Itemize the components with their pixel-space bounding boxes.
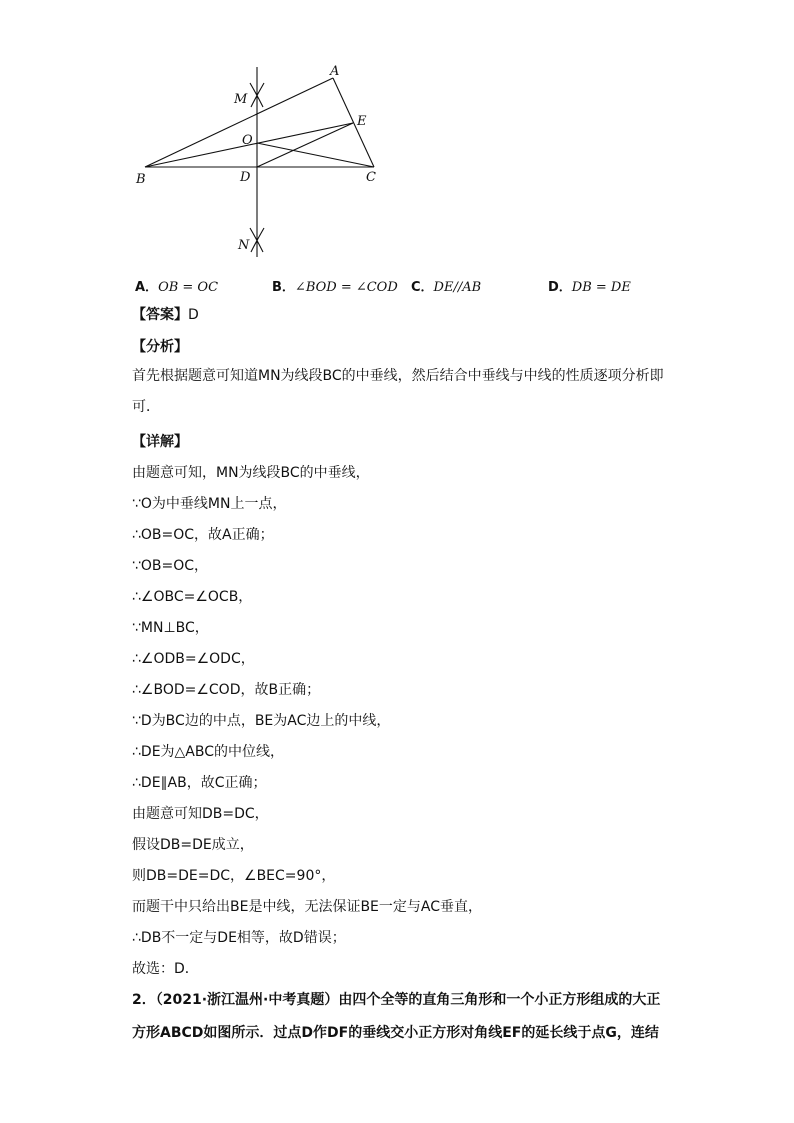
answer-line [132,305,199,325]
label-m: M [234,92,248,107]
option-b-key: B． [272,280,295,295]
detail-line: 则DB=DE=DC，∠BEC=90°， [132,868,336,884]
detail-line: ∴DE为△ABC的中位线， [132,744,285,760]
question-2-text: 2．（2021·浙江温州·中考真题）由四个全等的直角三角形和一个小正方形组成的大正方形ABCD如图所示．过点D作DF的垂线交小正方形对角线EF的延长线于点G，连结 [132,992,661,1041]
label-d: D [240,170,251,185]
segment-ac [333,78,374,167]
answer-value: D [188,307,199,323]
option-d-expr: DB = DE [571,280,631,295]
detail-line: 由题意可知DB=DC， [132,806,269,822]
label-e: E [357,114,367,129]
option-b-expr: ∠BOD = ∠COD [294,280,398,295]
detail-line: ∵OB=OC， [132,558,209,574]
detail-line: 由题意可知，MN为线段BC的中垂线， [132,465,370,481]
option-a-key: A． [135,280,159,295]
detail-line: 假设DB=DE成立， [132,837,254,853]
detail-line: ∵MN⊥BC， [132,620,209,636]
geometry-figure [120,55,400,265]
detail-line: ∴∠BOD=∠COD，故B正确； [132,682,321,698]
detail-line: ∴DB不一定与DE相等，故D错误； [132,930,346,946]
option-c [411,276,481,295]
segment-de [257,123,353,167]
segment-oc [257,143,374,167]
option-b [272,276,398,295]
option-d [548,276,631,295]
detail-line: ∵O为中垂线MN上一点， [132,496,287,512]
analysis-text: 首先根据题意可知道MN为线段BC的中垂线，然后结合中垂线与中线的性质逐项分析即可． [132,368,664,415]
detail-line: 而题干中只给出BE是中线，无法保证BE一定与AC垂直， [132,899,483,915]
label-b: B [136,172,146,187]
analysis-tag: 【分析】 [132,339,188,355]
detail-line: ∴∠OBC=∠OCB， [132,589,253,605]
option-a [135,276,218,295]
label-o: O [242,133,253,148]
label-n: N [238,238,250,253]
option-d-key: D． [548,280,572,295]
triangle-diagram [120,55,400,265]
detail-line: ∴∠ODB=∠ODC， [132,651,255,667]
detail-line: ∵D为BC边的中点，BE为AC边上的中线， [132,713,391,729]
detail-line: ∴OB=OC，故A正确； [132,527,274,543]
label-c: C [366,170,376,185]
detail-line: 故选：D． [132,961,199,977]
answer-options [135,276,695,296]
label-a: A [330,64,340,79]
option-c-expr: DE//AB [433,280,482,295]
option-c-key: C． [411,280,434,295]
option-a-expr: OB = OC [158,280,219,295]
detail-line: ∴DE∥AB，故C正确； [132,775,267,791]
detail-tag: 【详解】 [132,434,188,450]
answer-tag: 【答案】 [132,307,188,323]
